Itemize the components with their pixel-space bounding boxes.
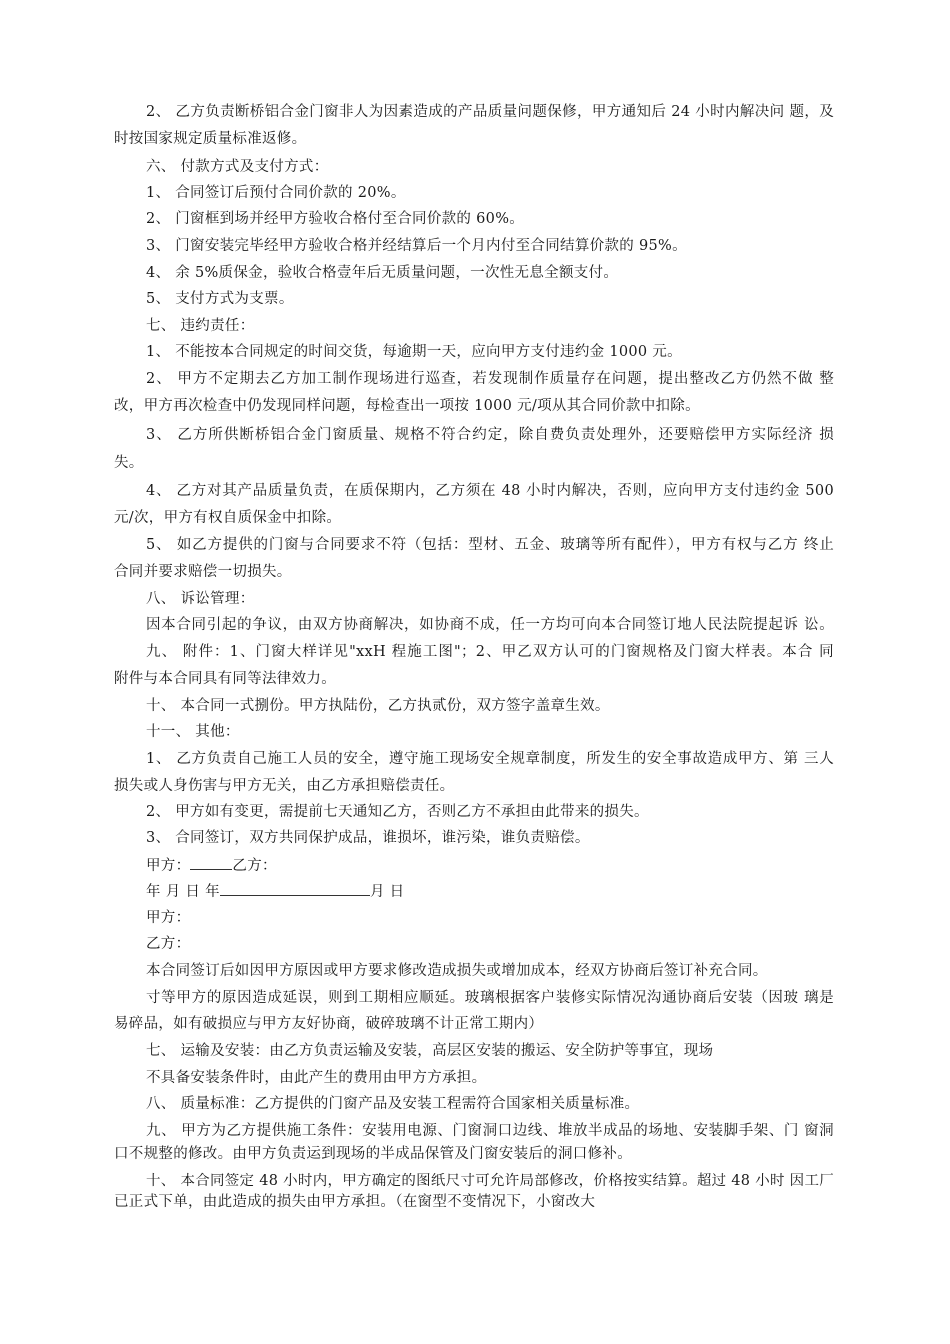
paragraph-line: 九、 附件：1、门窗大样详见"xxH 程施工图"；2、甲乙双方认可的门窗规格及门窗大样表。本合 同 [146, 644, 834, 660]
paragraph-line: 附件与本合同具有同等法律效力。 [114, 671, 336, 687]
paragraph-line: 2、 乙方负责断桥铝合金门窗非人为因素造成的产品质量问题保修，甲方通知后 24 小时内解决问 题，及 [146, 104, 834, 120]
paragraph-line: 合同并要求赔偿一切损失。 [114, 564, 292, 580]
paragraph-line: 已正式下单，由此造成的损失由甲方承担。（在窗型不变情况下，小窗改大 [114, 1194, 596, 1210]
signature-parties [146, 855, 834, 876]
party-a-blank [190, 855, 232, 870]
section-heading: 七、 违约责任： [146, 318, 255, 334]
paragraph-line: 易碎品，如有破损应与甲方友好协商，破碎玻璃不计正常工期内） [114, 1016, 544, 1032]
section-heading: 八、 质量标准：乙方提供的门窗产品及安装工程需符合国家相关质量标准。 [146, 1096, 640, 1112]
paragraph-line: 3、 乙方所供断桥铝合金门窗质量、规格不符合约定，除自费负责处理外，还要赔偿甲方实际经济 损 [146, 427, 834, 443]
date-suffix: 月 日 [369, 884, 405, 900]
paragraph-line: 口不规整的修改。由甲方负责运到现场的半成品保管及门窗安装后的洞口修补。 [114, 1146, 632, 1162]
paragraph-line: 十、 本合同一式捌份。甲方执陆份，乙方执贰份，双方签字盖章生效。 [146, 698, 610, 714]
paragraph-line: 改，甲方再次检查中仍发现同样问题，每检查出一项按 1000 元/项从其合同价款中扣除。 [114, 398, 700, 414]
paragraph-line: 5、 支付方式为支票。 [146, 291, 294, 307]
section-heading: 十一、 其他： [146, 724, 240, 740]
paragraph-line: 3、 门窗安装完毕经甲方验收合格并经结算后一个月内付至合同结算价款的 95%。 [146, 238, 687, 254]
paragraph-line: 损失或人身伤害与甲方无关，由乙方承担赔偿责任。 [114, 778, 455, 794]
section-heading: 六、 付款方式及支付方式： [146, 159, 329, 175]
paragraph-line: 1、 不能按本合同规定的时间交货，每逾期一天，应向甲方支付违约金 1000 元。 [146, 344, 682, 360]
paragraph-line: 寸等甲方的原因造成延误，则到工期相应顺延。玻璃根据客户装修实际情况沟通协商后安装（因玻 璃是 [146, 990, 834, 1006]
paragraph-line: 九、 甲方为乙方提供施工条件：安装用电源、门窗洞口边线、堆放半成品的场地、安装脚手架、门 窗洞 [146, 1123, 834, 1139]
paragraph-line: 不具备安装条件时，由此产生的费用由甲方方承担。 [146, 1070, 487, 1086]
paragraph-line: 3、 合同签订，双方共同保护成品，谁损坏，谁污染，谁负责赔偿。 [146, 830, 590, 846]
paragraph-line: 2、 甲方不定期去乙方加工制作现场进行巡查，若发现制作质量存在问题，提出整改乙方仍然不做 整 [146, 371, 834, 387]
paragraph-line: 元/次，甲方有权自质保金中扣除。 [114, 510, 342, 526]
section-heading: 八、 诉讼管理： [146, 591, 255, 607]
paragraph-line: 1、 乙方负责自己施工人员的安全，遵守施工现场安全规章制度，所发生的安全事故造成甲方、第 三人 [146, 751, 834, 767]
paragraph-line: 时按国家规定质量标准返修。 [114, 131, 307, 147]
signature-date [146, 881, 834, 902]
paragraph-line: 因本合同引起的争议，由双方协商解决，如协商不成，任一方均可向本合同签订地人民法院提起诉 讼。 [146, 617, 834, 633]
paragraph-line: 十、 本合同签定 48 小时内，甲方确定的图纸尺寸可允许局部修改，价格按实结算。超过 48 小时 因工厂 [146, 1173, 834, 1189]
paragraph-line: 1、 合同签订后预付合同价款的 20%。 [146, 185, 406, 201]
party-b-signature: 乙方： [146, 936, 191, 952]
date-prefix: 年 月 日 年 [146, 884, 220, 900]
paragraph-line: 本合同签订后如因甲方原因或甲方要求修改造成损失或增加成本，经双方协商后签订补充合同。 [146, 963, 768, 979]
paragraph-line: 4、 乙方对其产品质量负责，在质保期内，乙方须在 48 小时内解决，否则，应向甲方支付违约金 500 [146, 483, 834, 499]
party-a-label: 甲方： [146, 858, 191, 874]
paragraph-line: 2、 甲方如有变更，需提前七天通知乙方，否则乙方不承担由此带来的损失。 [146, 804, 649, 820]
paragraph-line: 5、 如乙方提供的门窗与合同要求不符（包括：型材、五金、玻璃等所有配件），甲方有权与乙方 终止 [146, 537, 834, 553]
party-a-signature: 甲方： [146, 910, 191, 926]
paragraph-line: 2、 门窗框到场并经甲方验收合格付至合同价款的 60%。 [146, 211, 525, 227]
party-b-label: 乙方： [232, 858, 277, 874]
paragraph-line: 4、 余 5%质保金，验收合格壹年后无质量问题，一次性无息全额支付。 [146, 265, 619, 281]
date-blank [220, 881, 370, 896]
section-heading: 七、 运输及安装：由乙方负责运输及安装，高层区安装的搬运、安全防护等事宜，现场 [146, 1043, 714, 1059]
paragraph-line: 失。 [114, 455, 144, 471]
